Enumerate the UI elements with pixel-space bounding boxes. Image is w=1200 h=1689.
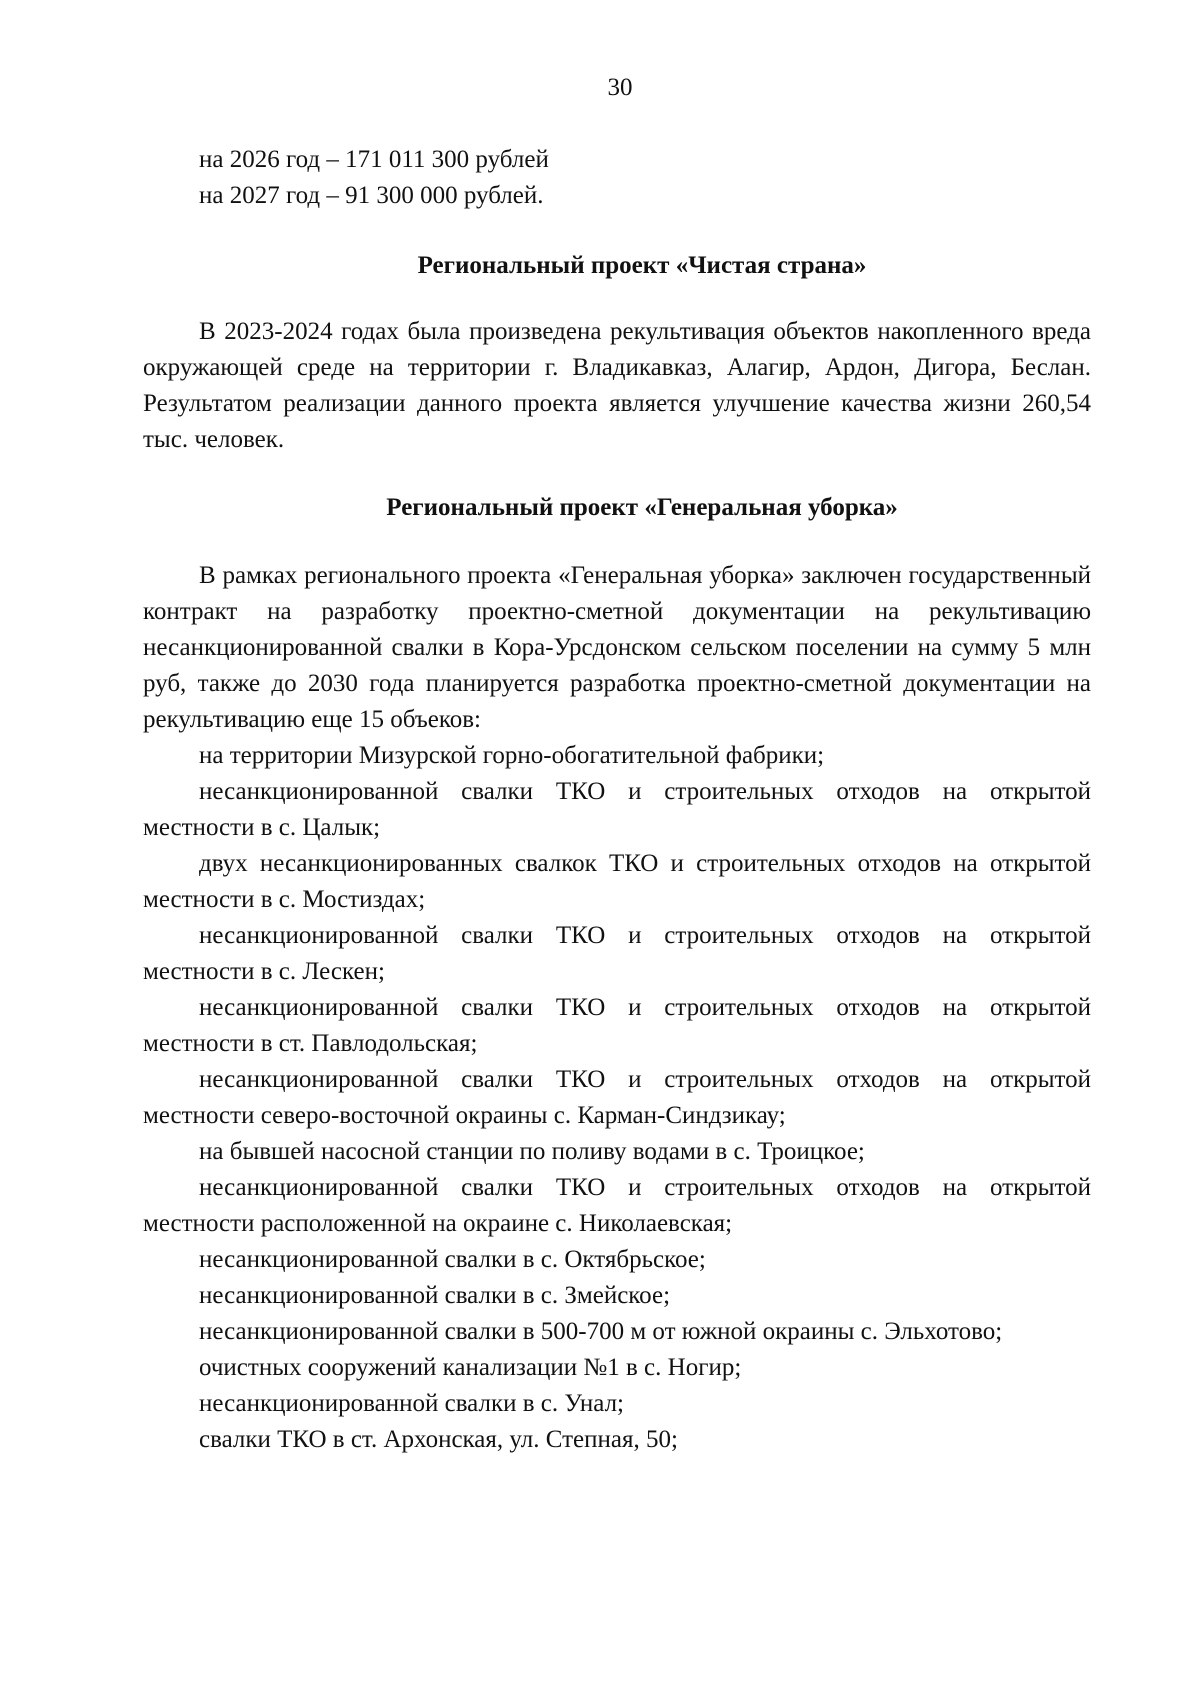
list-item: несанкционированной свалки ТКО и строительных отходов на открытой местности в с. Цалык; (143, 778, 1091, 841)
budget-line-2027: на 2027 год – 91 300 000 рублей. (199, 182, 544, 209)
section-heading-clean-country: Региональный проект «Чистая страна» (417, 252, 867, 279)
document-body (143, 142, 1091, 1458)
list-item: двух несанкционированных свалкок ТКО и строительных отходов на открытой местности в с. Мостиздах; (143, 850, 1091, 913)
list-item: на территории Мизурской горно-обогатительной фабрики; (199, 742, 825, 769)
list-item: несанкционированной свалки в с. Октябрьское; (199, 1246, 706, 1273)
list-item: свалки ТКО в ст. Архонская, ул. Степная, 50; (199, 1426, 678, 1453)
page-number: 30 (607, 74, 633, 101)
list-item: на бывшей насосной станции по поливу водами в с. Троицкое; (199, 1138, 865, 1165)
list-item: несанкционированной свалки в с. Унал; (199, 1390, 624, 1417)
list-item: несанкционированной свалки в с. Змейское; (199, 1282, 671, 1309)
list-item: несанкционированной свалки ТКО и строительных отходов на открытой местности северо-восточной окраины с. Карман-Синдзикау; (143, 1066, 1091, 1129)
object-list (143, 738, 1091, 1458)
section-paragraph-clean-country: В 2023-2024 годах была произведена рекультивация объектов накопленного вреда окружающей среде на территории г. Владикавказ, Алагир, Ардон, Дигора, Беслан. Результатом реализации данного проекта является улучшение качества жизни 260,54 тыс. человек. (143, 318, 1091, 453)
section-heading-general-cleaning: Региональный проект «Генеральная уборка» (386, 494, 898, 521)
list-item: несанкционированной свалки ТКО и строительных отходов на открытой местности в ст. Павлодольская; (143, 994, 1091, 1057)
list-item: несанкционированной свалки ТКО и строительных отходов на открытой местности расположенной на окраине с. Николаевская; (143, 1174, 1091, 1237)
list-item: несанкционированной свалки в 500-700 м от южной окраины с. Эльхотово; (199, 1318, 1003, 1345)
section-intro-general-cleaning: В рамках регионального проекта «Генеральная уборка» заключен государственный контракт на разработку проектно-сметной документации на рекультивацию несанкционированной свалки в Кора-Урсдонском сельском поселении на сумму 5 млн руб, также до 2030 года планируется разработка проектно-сметной документации на рекультивацию еще 15 объеков: (143, 562, 1091, 733)
list-item: несанкционированной свалки ТКО и строительных отходов на открытой местности в с. Лескен; (143, 922, 1091, 985)
list-item: очистных сооружений канализации №1 в с. Ногир; (199, 1354, 742, 1381)
budget-line-2026: на 2026 год – 171 011 300 рублей (199, 146, 549, 173)
